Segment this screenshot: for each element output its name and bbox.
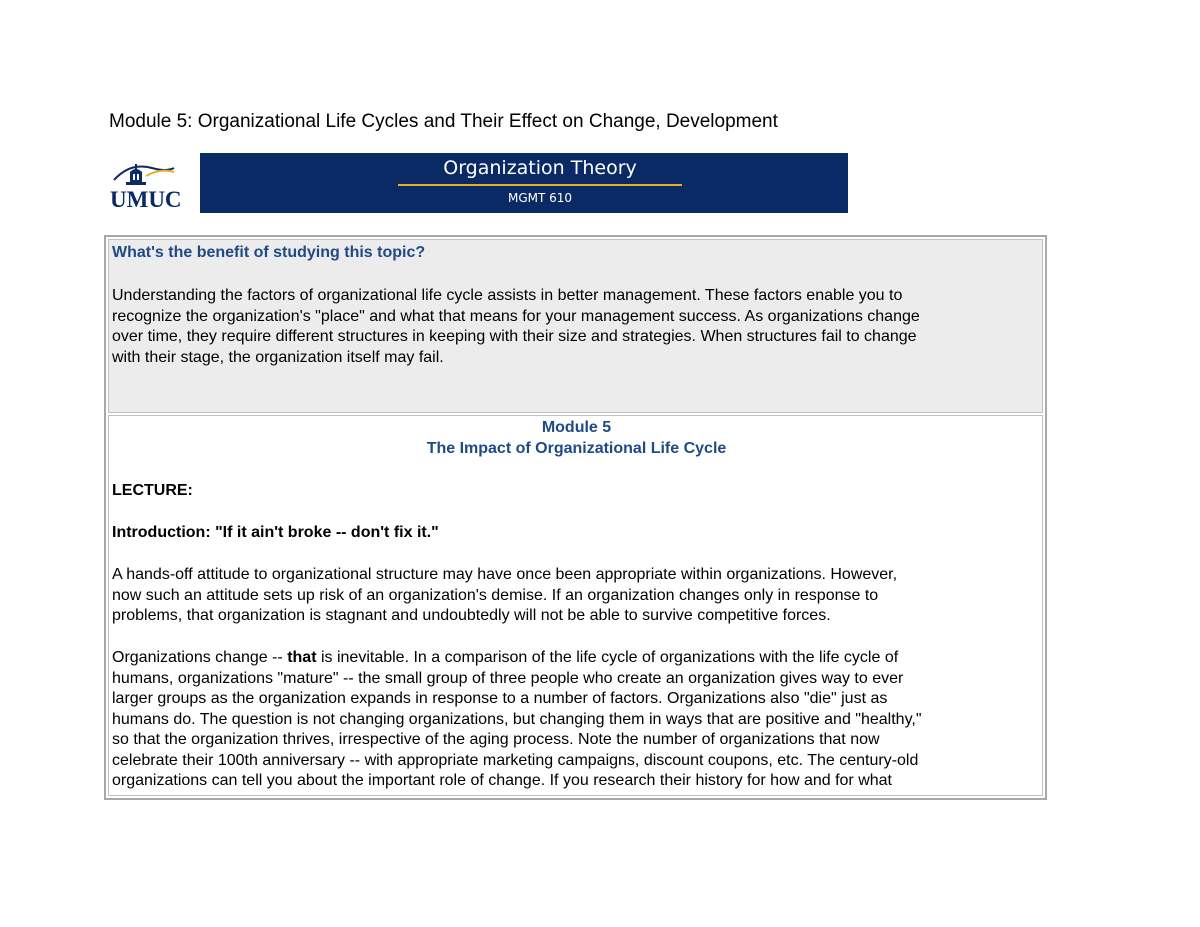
benefit-line: Understanding the factors of organizational life cycle assists in better management. These factors enable you to [112,287,903,304]
benefit-line: over time, they require different structures in keeping with their size and strategies. When structures fail to change [112,328,917,345]
course-code: MGMT 610 [507,191,573,205]
paragraph-line: organizations can tell you about the important role of change. If you research their history for how and for what [112,772,892,789]
banner-divider [398,184,682,186]
paragraph-line: celebrate their 100th anniversary -- with appropriate marketing campaigns, discount coupons, etc. The century-old [112,751,919,769]
umuc-logo [108,153,200,213]
benefit-cell [108,239,1043,413]
benefit-line: with their stage, the organization itself may fail. [112,348,444,366]
paragraph-line [112,648,1037,669]
benefit-line: recognize the organization's "place" and what that means for your management success. As organizations change [112,307,920,325]
benefit-heading: What's the benefit of studying this topic? [112,244,426,261]
paragraph-line: problems, that organization is stagnant and undoubtedly will not be able to survive competitive forces. [112,607,831,624]
module-title: The Impact of Organizational Life Cycle [426,440,727,457]
content-table [104,235,1047,800]
paragraph-line: larger groups as the organization expands in response to a number of factors. Organizations also "die" just as [112,690,888,707]
paragraph-text: is inevitable. In a comparison of the life cycle of organizations with the life cycle of [316,649,899,666]
logo-text: UMUC [110,187,182,212]
dome-building-icon [112,158,176,188]
emphasis-text: that [287,649,317,666]
lecture-cell [108,415,1043,796]
paragraph-line: so that the organization thrives, irrespective of the aging process. Note the number of organizations that now [112,731,880,748]
paragraph-line: A hands-off attitude to organizational structure may have once been appropriate within organizations. However, [112,566,898,583]
paragraph-line: humans do. The question is not changing organizations, but changing them in ways that are positive and "healthy," [112,710,922,728]
paragraph-line: now such an attitude sets up risk of an organization's demise. If an organization changes only in response to [112,586,879,604]
paragraph-line: humans, organizations "mature" -- the small group of three people who create an organization gives way to ever [112,669,904,687]
document-title: Module 5: Organizational Life Cycles and Their Effect on Change, Development [109,111,778,132]
module-label: Module 5 [541,419,612,436]
lecture-label: LECTURE: [112,482,193,499]
paragraph-text: Organizations change -- [112,649,288,666]
intro-heading: Introduction: "If it ain't broke -- don't fix it." [112,524,439,541]
course-banner [108,153,848,213]
course-title: Organization Theory [443,157,637,179]
